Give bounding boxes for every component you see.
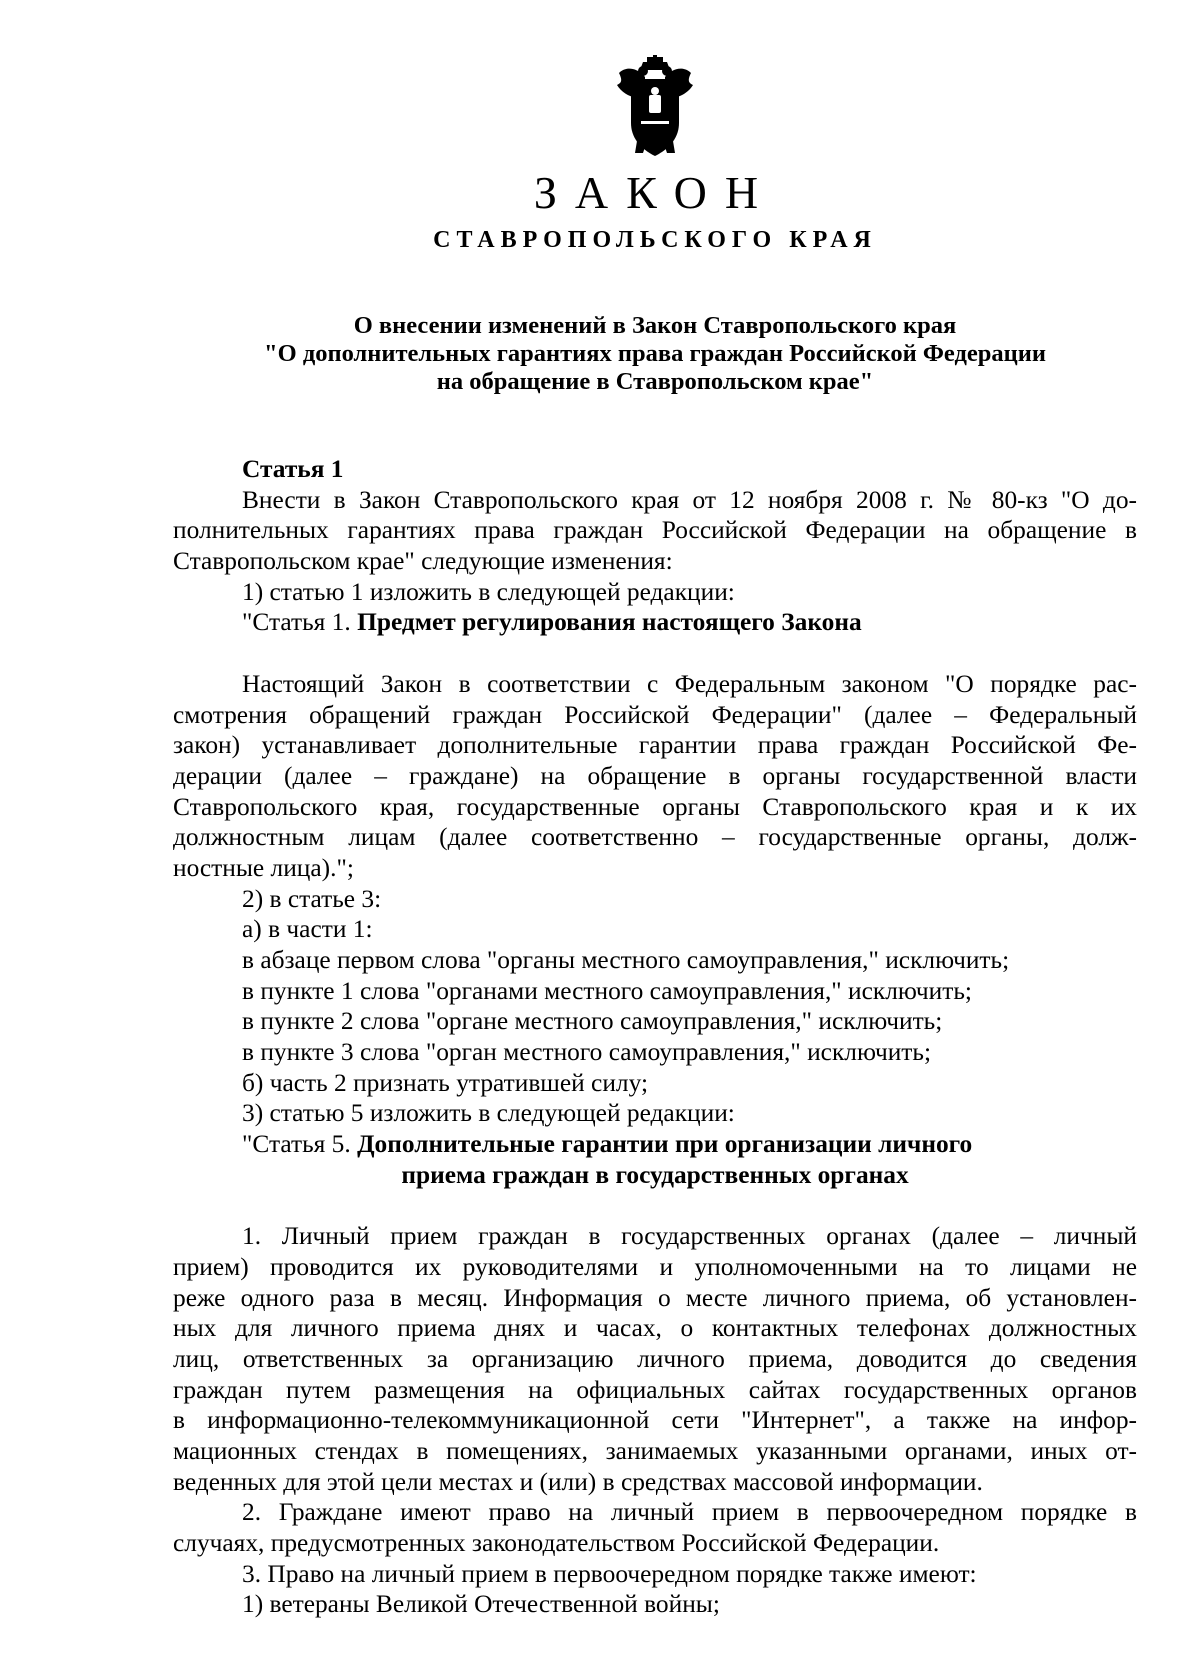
paragraph-line: Настоящий Закон в соответствии с Федеральным законом "О порядке рас-: [242, 669, 1137, 698]
title-line: О внесении изменений в Закон Ставропольского края: [353, 312, 957, 339]
region-subtitle: СТАВРОПОЛЬСКОГО КРАЯ: [433, 227, 877, 253]
title-line: на обращение в Ставропольском крае": [436, 368, 874, 395]
list-item: 3) статью 5 изложить в следующей редакции:: [242, 1099, 735, 1128]
title-line: "О дополнительных гарантиях права граждан Российской Федерации: [264, 340, 1046, 367]
paragraph-line: ностные лица).";: [173, 853, 354, 882]
coat-of-arms-icon: [613, 55, 697, 158]
paragraph-line: полнительных гарантиях права граждан Российской Федерации на обращение в: [173, 516, 1137, 545]
article-title: Дополнительные гарантии при организации личного: [357, 1130, 973, 1159]
document-body: [173, 454, 1137, 1620]
list-item: а) в части 1:: [242, 915, 373, 944]
paragraph-line: 1. Личный прием граждан в государственных органах (далее – личный: [242, 1222, 1137, 1251]
article-1-title: [173, 607, 1137, 638]
paragraph-line: граждан путем размещения на официальных сайтах государственных органов: [173, 1375, 1137, 1404]
list-item: в пункте 1 слова "органами местного самоуправления," исключить;: [242, 976, 972, 1005]
article-prefix: "Статья 1.: [242, 608, 358, 637]
document-title: [200, 312, 1110, 396]
paragraph-line: ных для личного приема днях и часах, о контактных телефонах должностных: [173, 1314, 1137, 1343]
article-title-continued: приема граждан в государственных органах: [401, 1160, 909, 1189]
article-title: Предмет регулирования настоящего Закона: [357, 608, 862, 637]
paragraph-line: должностным лицам (далее соответственно – государственные органы, долж-: [173, 823, 1137, 852]
spacer: [173, 1191, 1137, 1222]
paragraph-line: мационных стендах в помещениях, занимаемых указанными органами, иных от-: [173, 1437, 1137, 1465]
paragraph-line: лиц, ответственных за организацию личного приема, доводится до сведения: [173, 1344, 1137, 1373]
paragraph-line: Внести в Закон Ставропольского края от 12 ноября 2008 г. № 80-кз "О до-: [242, 485, 1137, 514]
paragraph-line: прием) проводится их руководителями и уполномоченными на то лицами не: [173, 1252, 1137, 1281]
law-title: ЗАКОН: [533, 167, 777, 218]
paragraph-line: смотрения обращений граждан Российской Федерации" (далее – Федеральный: [173, 700, 1137, 729]
paragraph-line: в информационно-телекоммуникационной сети "Интернет", а также на инфор-: [173, 1406, 1137, 1435]
article-5-title: [173, 1129, 1137, 1160]
list-item: в пункте 3 слова "орган местного самоуправления," исключить;: [242, 1038, 932, 1067]
paragraph-line: случаях, предусмотренных законодательством Российской Федерации.: [173, 1529, 940, 1558]
spacer: [173, 638, 1137, 669]
paragraph-line: реже одного раза в месяц. Информация о месте личного приема, об установлен-: [173, 1283, 1137, 1312]
list-item: в абзаце первом слова "органы местного самоуправления," исключить;: [242, 946, 1010, 974]
paragraph-line: 3. Право на личный прием в первоочередном порядке также имеют:: [242, 1559, 977, 1588]
list-item: 1) статью 1 изложить в следующей редакции:: [242, 577, 735, 606]
paragraph-line: закон) устанавливает дополнительные гарантии права граждан Российской Фе-: [173, 731, 1137, 760]
list-item: в пункте 2 слова "органе местного самоуправления," исключить;: [242, 1007, 943, 1036]
paragraph-line: Ставропольского края, государственные органы Ставропольского края и к их: [173, 792, 1137, 821]
article-prefix: "Статья 5.: [242, 1130, 358, 1159]
paragraph-line: дерации (далее – граждане) на обращение в органы государственной власти: [173, 761, 1137, 790]
paragraph-line: 2. Граждане имеют право на личный прием в первоочередном порядке в: [242, 1498, 1137, 1527]
article-heading: Статья 1: [242, 455, 344, 483]
list-item: 2) в статье 3:: [242, 884, 382, 913]
list-item: б) часть 2 признать утратившей силу;: [242, 1068, 649, 1097]
list-item: 1) ветераны Великой Отечественной войны;: [242, 1590, 720, 1619]
paragraph-line: Ставропольском крае" следующие изменения:: [173, 547, 673, 576]
paragraph-line: веденных для этой цели местах и (или) в средствах массовой информации.: [173, 1467, 983, 1496]
